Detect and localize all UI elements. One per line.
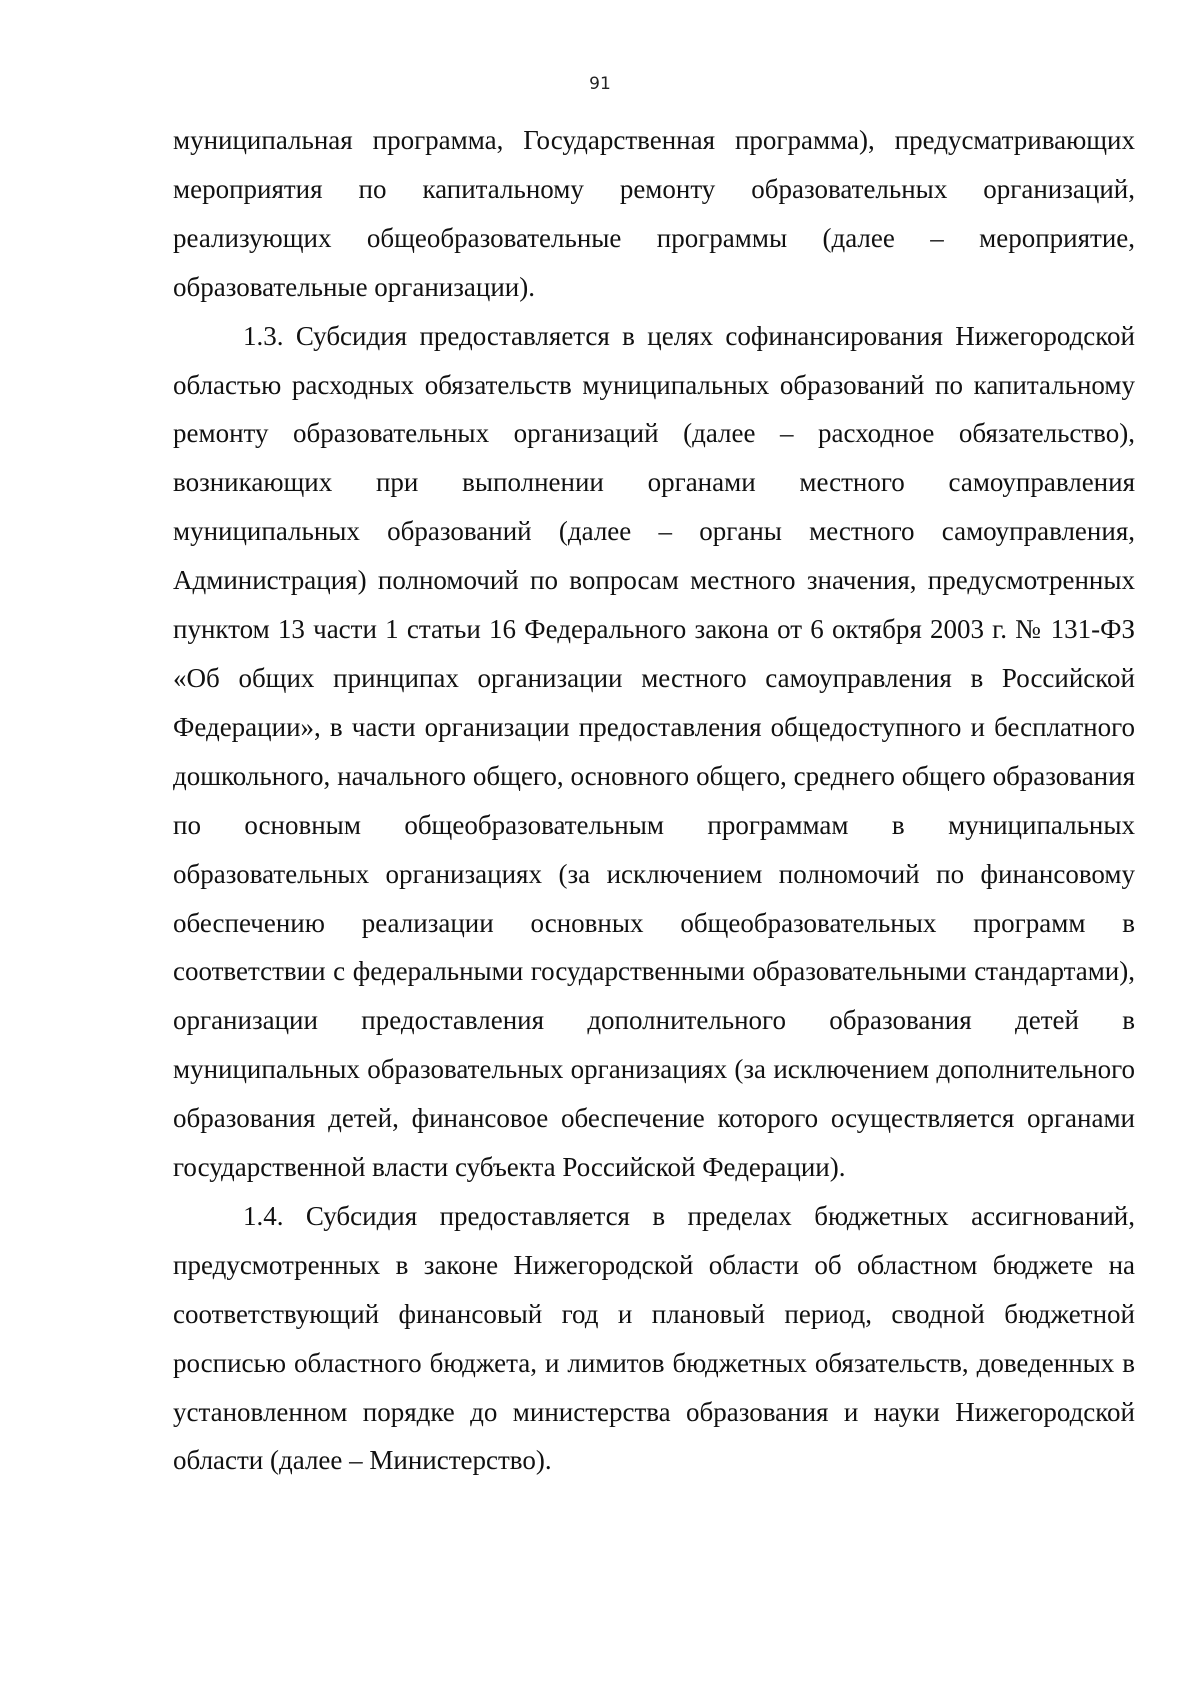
document-body (173, 116, 1135, 1485)
paragraph-1-4: 1.4. Субсидия предоставляется в пределах бюджетных ассигнований, предусмотренных в законе Нижегородской области об областном бюджете на соответствующий финансовый год и плановый период, сводной бюджетной росписью областного бюджета, и лимитов бюджетных обязательств, доведенных в установленном порядке до министерства образования и науки Нижегородской области (далее – Министерство). (173, 1200, 1135, 1476)
page-number: 91 (589, 74, 611, 94)
paragraph-intro-continuation: муниципальная программа, Государственная программа), предусматривающих мероприятия по капитальному ремонту образовательных организаций, реализующих общеобразовательные программы (далее – мероприятие, образовательные организации). (173, 125, 1135, 302)
paragraph-1-3: 1.3. Субсидия предоставляется в целях софинансирования Нижегородской областью расходных обязательств муниципальных образований по капитальному ремонту образовательных организаций (далее – расходное обязательство), возникающих при выполнении органами местного самоуправления муниципальных образований (далее – органы местного самоуправления, Администрация) полномочий по вопросам местного значения, предусмотренных пунктом 13 части 1 статьи 16 Федерального закона от 6 октября 2003 г. № 131-ФЗ «Об общих принципах организации местного самоуправления в Российской Федерации», в части организации предоставления общедоступного и бесплатного дошкольного, начального общего, основного общего, среднего общего образования по основным общеобразовательным программам в муниципальных образовательных организациях (за исключением полномочий по финансовому обеспечению реализации основных общеобразовательных программ в соответствии с федеральными государственными образовательными стандартами), организации предоставления дополнительного образования детей в муниципальных образовательных организациях (за исключением дополнительного образования детей, финансовое обеспечение которого осуществляется органами государственной власти субъекта Российской Федерации). (173, 320, 1135, 1183)
